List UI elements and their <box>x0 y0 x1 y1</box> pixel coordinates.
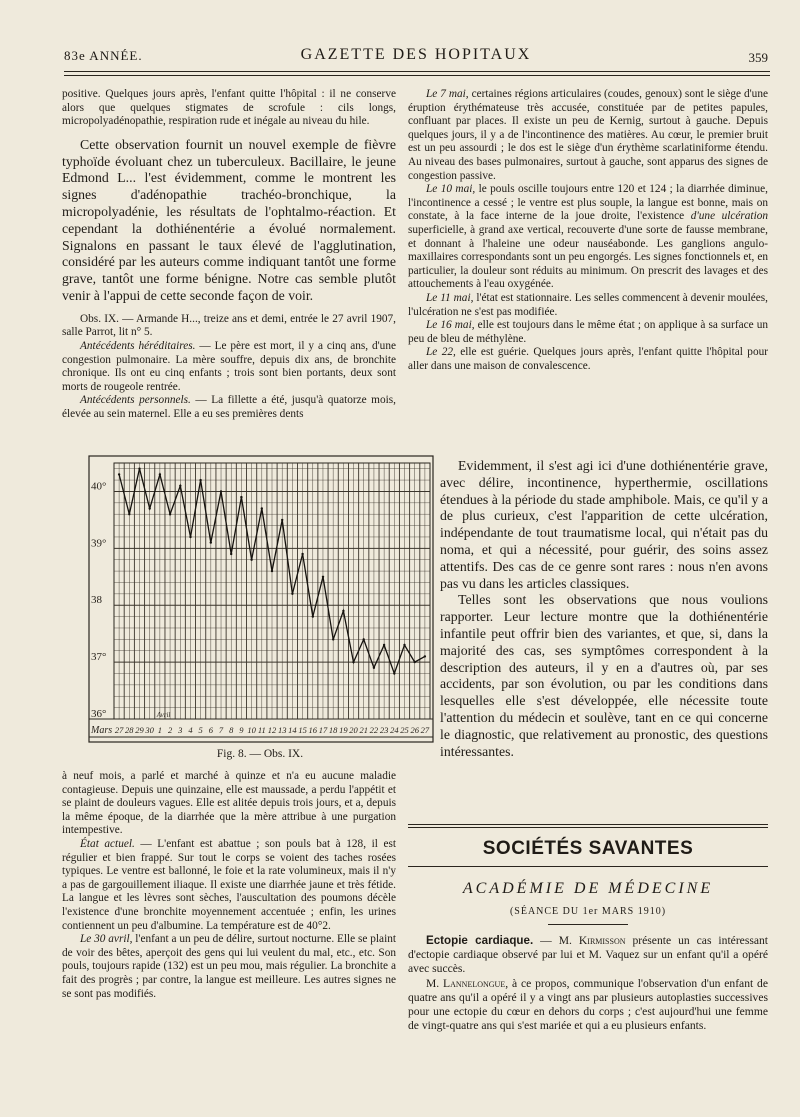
x-tick-label: 26 <box>410 725 419 735</box>
journal-title: GAZETTE DES HOPITAUX <box>300 46 532 63</box>
x-tick-label: 7 <box>218 725 224 735</box>
inline-text: — M. <box>533 934 579 947</box>
inline-text: — La fillette a été, jusqu'à quatorze mois, élevée au sein maternel. Elle a eu ses premières dents <box>62 394 396 420</box>
x-tick-label: 29 <box>135 725 144 735</box>
x-month-label: Mars <box>91 725 113 736</box>
x-tick-label: 5 <box>198 725 203 735</box>
x-tick-label: 21 <box>359 725 368 735</box>
temperature-point <box>189 536 191 538</box>
left-column-upper <box>62 88 396 422</box>
temperature-point <box>128 513 130 515</box>
inline-label: État actuel. <box>80 837 135 850</box>
y-tick-label: 39° <box>91 537 107 550</box>
inline-text: l'enfant a un peu de délire, surtout nocturne. Elle se plaint de voir des bêtes, aperçoit des gens qui lui veulent du mal, etc., etc. Son pouls, toujours rapide (132) est un peu mou, mais régulier. La bronchite a fait des progrès ; par contre, la langue est meilleure. Les autres signes ne se sont pas modifiés. <box>62 933 396 1000</box>
page-number: 359 <box>748 50 768 65</box>
header-rule <box>64 71 770 72</box>
y-tick-label: 38 <box>91 594 102 607</box>
x-tick-label: 27 <box>420 725 430 735</box>
x-month-label: Avril <box>156 711 171 719</box>
inline-label: Antécédents personnels. <box>80 394 191 407</box>
x-tick-label: 14 <box>288 725 297 735</box>
paragraph: Telles sont les observations que nous voulions rapporter. Leur lecture montre que la dothiénentérie infantile peut offrir bien des variantes, et que, si, dans la majorité des cas, ses symptômes correspondent à la description des auteurs, il y en a d'autres où, par ses accidents, par son évolution, ou par les conditions dans lesquelles elle s'est développée, elle nécessite toute l'attention du médecin et soulève, tant en ce qui concerne le diagnostic, que relativement au pronostic, des questions intéressantes. <box>440 592 768 759</box>
x-tick-label: 25 <box>400 725 409 735</box>
temperature-point <box>210 541 212 543</box>
x-tick-label: 9 <box>239 725 244 735</box>
inline-text: , à ce propos, communique l'observation d'un enfant de quatre ans qu'il a opéré il y a vingt ans par plusieurs autoplasties successives pour une ectopie du cœur en dehors du corps ; c'est aujourd'hui une femme de vingt-quatre ans qui s'est mariée et qui a eu plusieurs enfants. <box>408 976 768 1033</box>
inline-text: superficielle, à grand axe vertical, recouverte d'une sorte de fausse membrane, et donnant à l'haleine une odeur nauséabonde. Les ganglions angulo-maxillaires correspondants sont un peu engorgés. Les signes fonctionnels et, en particulier, la douleur sont réduits au minimum. On prescrit des lavages et des attouchements à l'eau oxygénée. <box>408 223 768 291</box>
x-tick-label: 28 <box>125 725 134 735</box>
paragraph: Evidemment, il s'est agi ici d'une dothiénentérie grave, avec délire, incontinence, hyperthermie, oscillations étendues à la période du stade amphibole. Mais, ce qu'il y a de plus curieux, c'est l'apparition de cette ulcération, indépendante de tout traumatisme local, qui n'était pas du noma, et qui a nécessité, pour guérir, des soins assez attentifs. Des cas de ce genre sont rares : nous n'en avons pas vu dans les articles classiques. <box>440 458 768 591</box>
observation-heading: Obs. IX. — Armande H..., treize ans et demi, entrée le 27 avril 1907, salle Parrot, lit n° 5. <box>62 312 396 339</box>
temperature-point <box>363 638 365 640</box>
academy-title: ACADÉMIE DE MÉDECINE <box>462 880 714 897</box>
x-tick-label: 6 <box>208 725 213 735</box>
report-heading: Ectopie cardiaque. <box>426 934 534 947</box>
academy-report <box>408 934 768 1033</box>
temperature-point <box>312 615 314 617</box>
inline-italic: d'une ulcération <box>690 210 769 223</box>
paragraph: Cette observation fournit un nouvel exemple de fièvre typhoïde évoluant chez un tuberculeux. Bacillaire, le jeune Edmond L... l'est évidemment, comme le montrent les signes d'adénopathie trachéo-bronchique, la micropolyadénie, les résultats de l'ophtalmo-réaction. Et cependant la dothiénentérie a évolué normalement. Signalons en passant le taux élevé de l'agglutination, considéré par les auteurs comme indiquant tantôt une forme grave, tantôt une forme bénigne. Notre cas semble plutôt venir à l'appui de cette seconde façon de voir. <box>62 136 396 303</box>
temperature-point <box>301 553 303 555</box>
temperature-point <box>414 661 416 663</box>
paragraph <box>62 838 396 933</box>
temperature-point <box>322 576 324 578</box>
inline-label: Le 7 mai, <box>426 88 469 100</box>
temperature-point <box>261 507 263 509</box>
x-tick-label: 23 <box>379 725 389 735</box>
temperature-point <box>179 485 181 487</box>
temperature-chart <box>88 455 434 745</box>
temperature-point <box>352 661 354 663</box>
paragraph <box>62 340 396 394</box>
x-tick-label: 11 <box>257 725 266 735</box>
x-tick-label: 12 <box>267 725 277 735</box>
author-name: M. Lannelongue <box>426 976 506 990</box>
paragraph <box>408 292 768 319</box>
temperature-point <box>393 672 395 674</box>
temperature-point <box>291 593 293 595</box>
temperature-point <box>383 644 385 646</box>
y-tick-label: 36° <box>91 708 107 720</box>
temperature-point <box>403 644 405 646</box>
right-column-upper <box>408 88 768 373</box>
x-tick-label: 16 <box>308 725 318 735</box>
session-date: (SÉANCE DU 1er MARS 1910) <box>509 906 667 917</box>
chart-frame <box>89 456 433 742</box>
temperature-point <box>281 519 283 521</box>
paragraph <box>62 394 396 421</box>
temperature-point <box>159 473 161 475</box>
right-column-discussion <box>440 458 768 760</box>
temperature-point <box>332 638 334 640</box>
x-tick-label: 27 <box>114 725 124 735</box>
x-tick-label: 1 <box>157 725 162 735</box>
temperature-point <box>424 655 426 657</box>
volume-label: 83e ANNÉE. <box>64 48 143 63</box>
temperature-point <box>342 610 344 612</box>
inline-text: le pouls oscille toujours entre 120 et 124 ; la diarrhée diminue, l'incontinence a cessé ; le ventre est plus souple, la langue est bonne, mais on constate, à la face interne de la joue droite, l'existence <box>408 183 768 223</box>
inline-label: Le 30 avril, <box>80 933 133 946</box>
paragraph <box>408 346 768 373</box>
y-tick-label: 37° <box>91 651 107 664</box>
paragraph: positive. Quelques jours après, l'enfant quitte l'hôpital : il ne conserve alors que quelques stigmates de scrofule : cils longs, micropolyadénopathie, respiration rude et inégale au niveau du hile. <box>62 88 396 128</box>
author-name: Kirmisson <box>578 934 626 947</box>
inline-text: l'état est stationnaire. Les selles commencent à devenir moulées, l'ulcération ne s'est pas modifiée. <box>408 291 768 318</box>
x-tick-label: 13 <box>277 725 287 735</box>
page-header <box>64 46 768 68</box>
x-tick-label: 18 <box>328 725 338 735</box>
x-tick-label: 24 <box>390 725 399 735</box>
inline-text: elle est guérie. Quelques jours après, l'enfant quitte l'hôpital pour aller dans une maison de convalescence. <box>408 346 769 372</box>
inline-text: elle est toujours dans le même état ; on applique à sa surface un peu de bleu de méthylène. <box>408 319 768 345</box>
temperature-point <box>149 507 151 509</box>
x-tick-label: 10 <box>247 725 256 735</box>
x-tick-label: 2 <box>167 725 173 735</box>
inline-label: Le 11 mai, <box>426 291 474 304</box>
x-tick-label: 30 <box>145 725 154 735</box>
inline-label: Antécédents héréditaires. <box>80 339 196 352</box>
inline-label: Le 16 mai, <box>426 319 475 332</box>
section-rule <box>408 866 768 867</box>
inline-text: — Le père est mort, il y a cinq ans, d'une congestion pulmonaire. La mère souffre, depuis dix ans, de bronchite chronique. Ils ont eu cinq enfants ; trois sont bien portants, deux sont morts de rougeole rentrée. <box>62 339 396 393</box>
temperature-point <box>118 473 120 475</box>
x-tick-label: 19 <box>339 725 348 735</box>
section-rule <box>408 827 768 828</box>
paragraph <box>408 934 768 977</box>
x-tick-label: 17 <box>318 725 328 735</box>
paragraph: à neuf mois, a parlé et marché à quinze et n'a eu aucune maladie contagieuse. Depuis une quinzaine, elle est maussade, a perdu l'appétit et se plaint de douleurs vagues. Elle est alitée depuis trois jours, et a, depuis la même époque, de la diarrhée que la mère attribue à une purgation intempestive. <box>62 770 396 837</box>
inline-label: Le 22, <box>426 346 456 359</box>
inline-text: — L'enfant est abattue ; son pouls bat à 128, il est régulier et bien frappé. Sur tout le corps se voient des taches rosées typiques. Le ventre est ballonné, le foie et la rate volumineux, mais il n'y a pas de gargouillement iliaque. Il existe une diarrhée jaune et très fétide. La langue et les lèvres sont sèches, l'auscultation des poumons décèle l'existence d'une bronchite moyennement accentuée ; enfin, les urines contiennent un peu d'albumine. La température est de 40°2. <box>62 837 396 932</box>
temperature-point <box>199 479 201 481</box>
paragraph <box>408 183 768 292</box>
temperature-point <box>250 559 252 561</box>
left-column-lower <box>62 770 396 1001</box>
paragraph <box>408 88 768 183</box>
x-tick-label: 8 <box>229 725 234 735</box>
y-tick-label: 40° <box>91 480 107 493</box>
x-tick-label: 22 <box>369 725 379 735</box>
inline-text: présente un cas intéressant d'ectopie cardiaque observé par lui et M. Vaquez sur un enfant qu'il a opéré avec succès. <box>408 934 769 976</box>
inline-label: Le 10 mai, <box>426 183 476 196</box>
temperature-point <box>138 468 140 470</box>
short-rule <box>548 924 628 925</box>
paragraph <box>62 933 396 1001</box>
paragraph <box>408 977 768 1034</box>
x-tick-label: 20 <box>349 725 358 735</box>
header-rule-thin <box>64 75 770 76</box>
paragraph <box>408 319 768 346</box>
temperature-point <box>373 667 375 669</box>
section-rule <box>408 824 768 825</box>
x-tick-label: 4 <box>188 725 193 735</box>
x-tick-label: 3 <box>178 725 183 735</box>
x-tick-label: 15 <box>298 725 307 735</box>
temperature-point <box>169 513 171 515</box>
temperature-point <box>240 496 242 498</box>
section-title: SOCIÉTÉS SAVANTES <box>482 838 694 859</box>
temperature-point <box>220 490 222 492</box>
figure-caption: Fig. 8. — Obs. IX. <box>216 748 304 760</box>
inline-text: certaines régions articulaires (coudes, genoux) sont le siège d'une éruption érythémateuse très accusée, constituée par de petites papules, confluant par places. Il existe un peu de Kernig, surtout à gauche. Depuis quelques jours, il y a de l'incontinence des matières. Au cœur, le premier bruit est un peu assourdi ; le dos est le siège d'un érythème scarlatiniforme étendu. Au niveau des bases pulmonaires, surtout à gauche, sont apparus des signes de congestion passive. <box>408 88 768 182</box>
temperature-point <box>230 553 232 555</box>
temperature-point <box>271 570 273 572</box>
